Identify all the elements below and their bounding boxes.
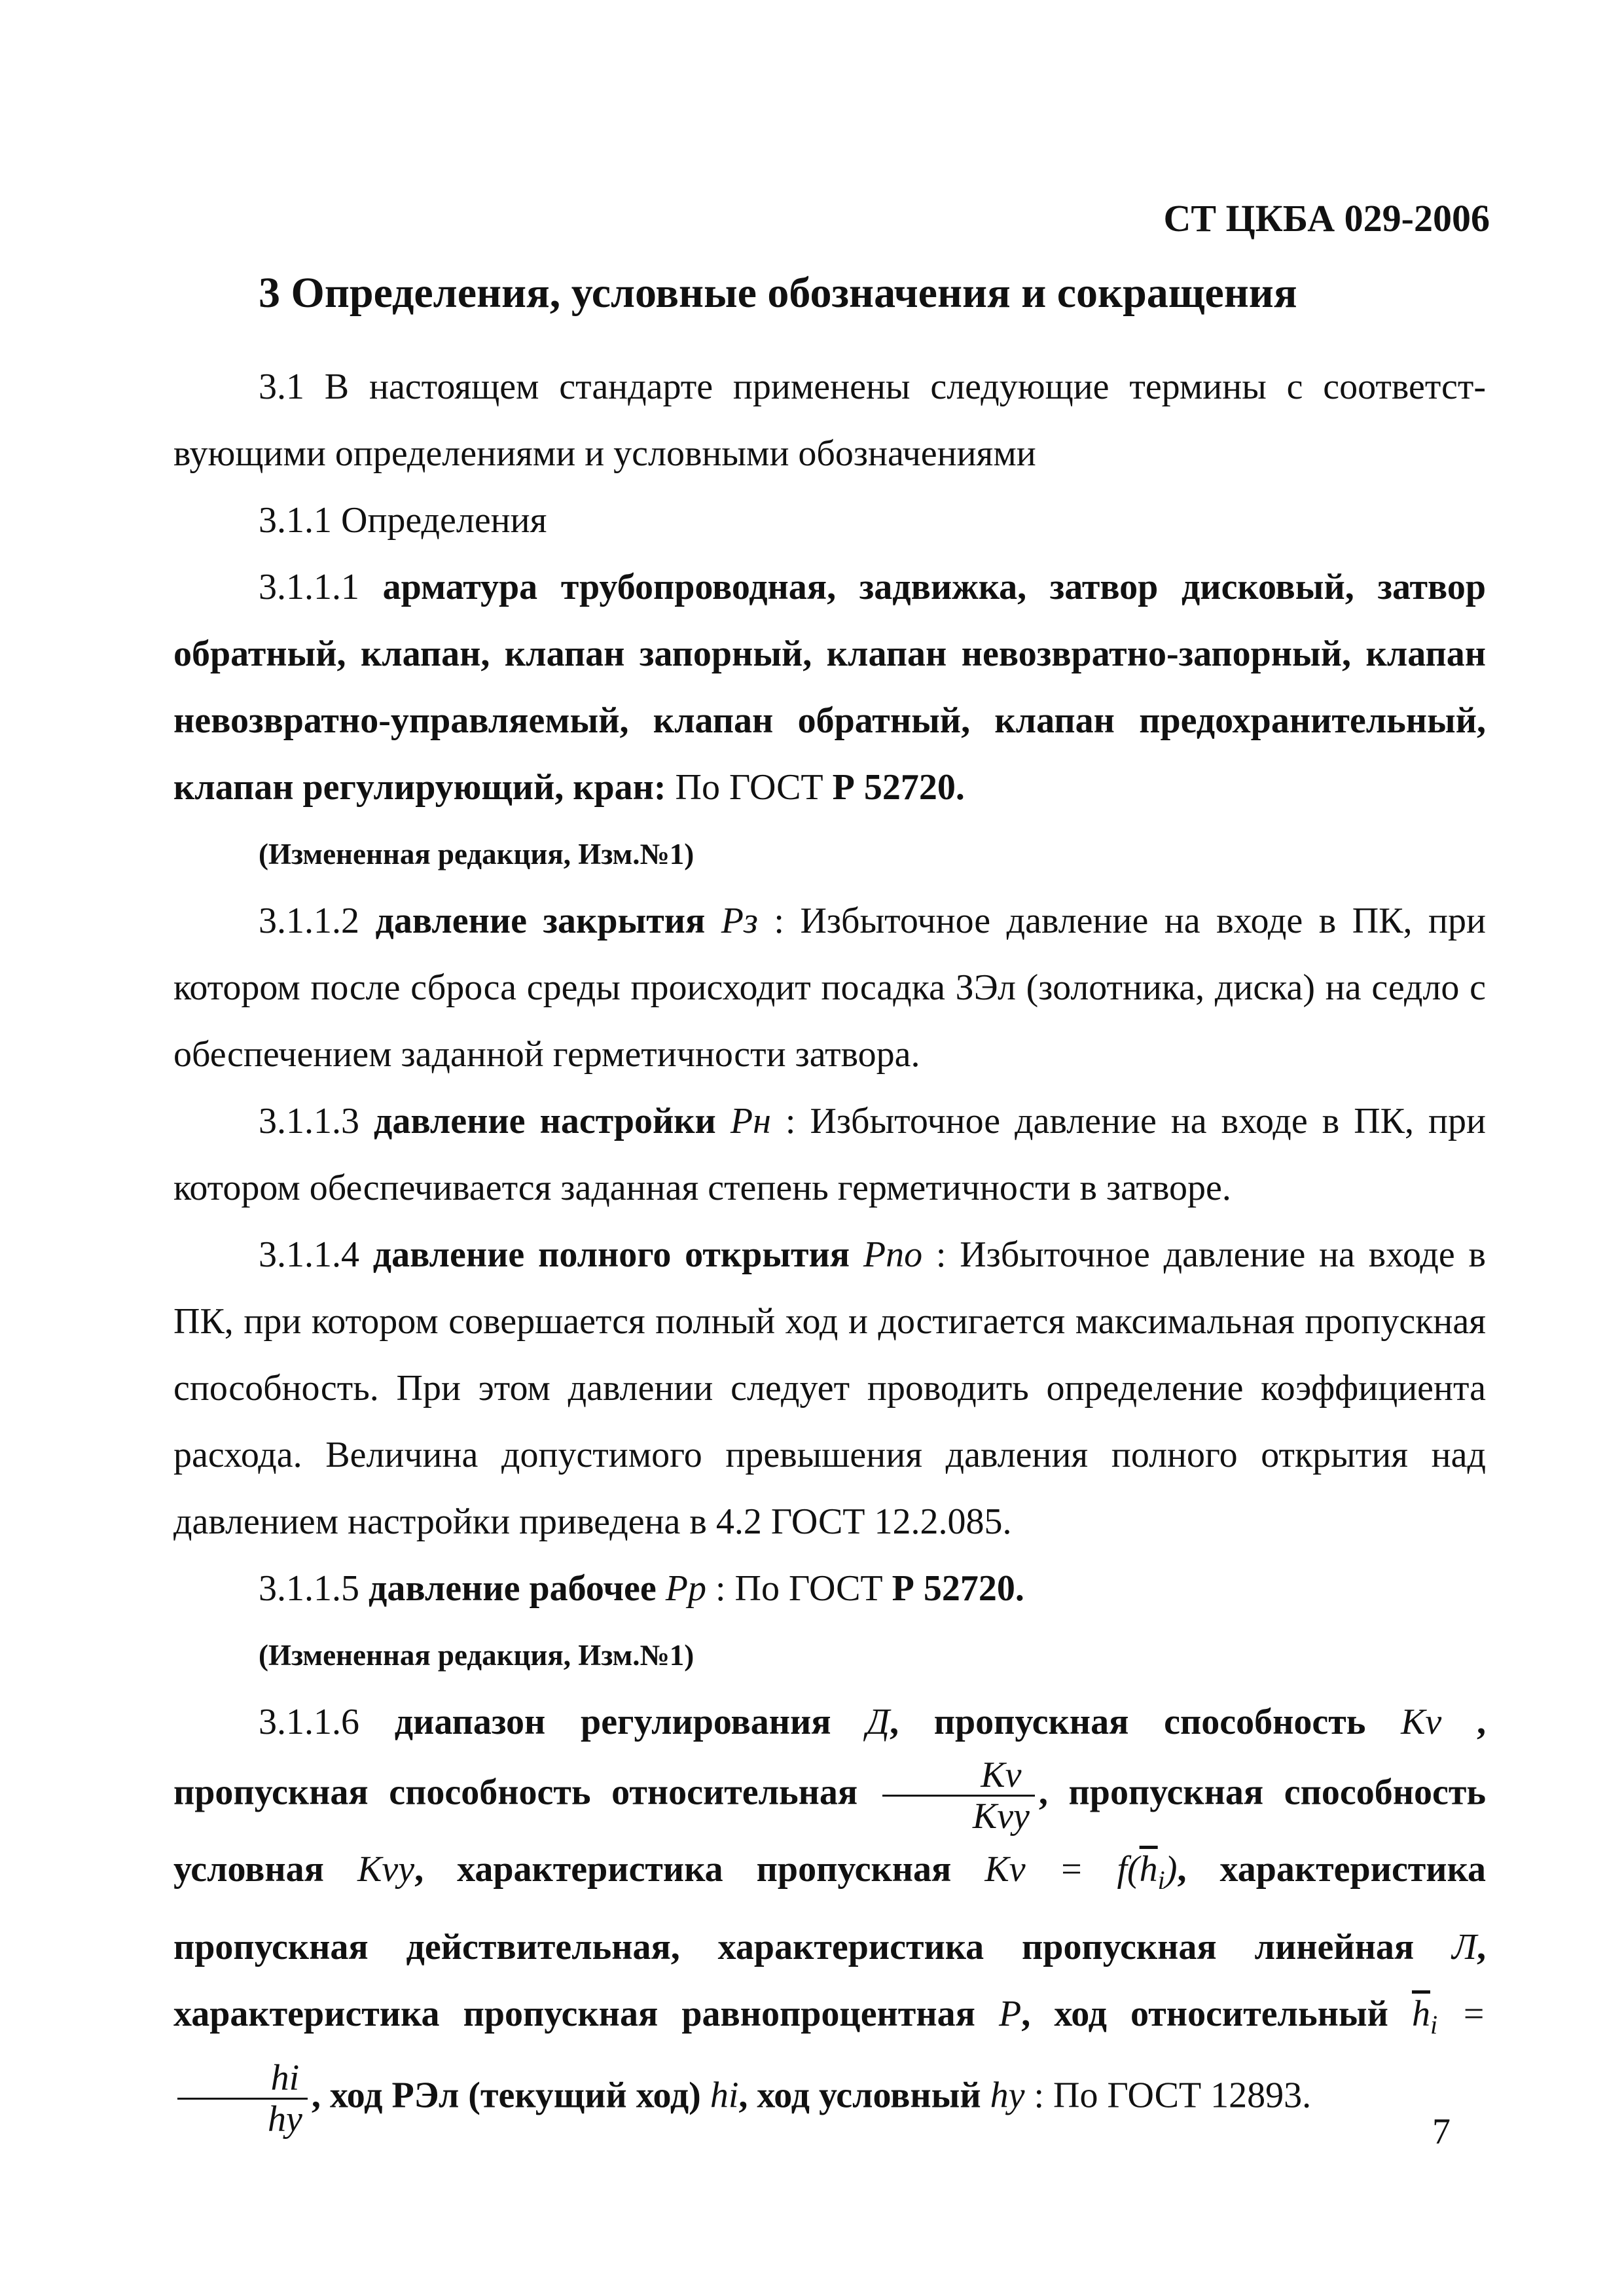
clause-number: 3.1.1.2	[259, 901, 376, 941]
definition: : Избыточное давление на входе в ПК, при котором совершается полный ход и достигается максимальная пропускная способность. При этом давлении следует проводить определение коэффициента расхода. Величина допустимого превышения давления полного открытия над давлением настройки приведена в 4.2 ГОСТ 12.2.085.	[173, 1234, 1486, 1542]
symbol: hi	[710, 2075, 739, 2116]
symbol: Рн	[715, 1101, 771, 1141]
symbol: Рз	[705, 901, 758, 941]
paragraph-3-1-1-1	[173, 554, 1486, 821]
term: , характеристика пропускная равнопроцентная	[173, 1927, 1486, 2035]
symbol-overline: $\overline{h}$	[1139, 1849, 1158, 1890]
fraction-numerator: hi	[177, 2058, 308, 2100]
symbol: Рпо	[850, 1234, 923, 1275]
clause-number: 3.1.1.3	[259, 1101, 374, 1141]
paragraph-3-1-1-6	[173, 1689, 1486, 2139]
term: давление полного открытия	[372, 1234, 850, 1275]
symbol: Kv	[1401, 1702, 1442, 1742]
fraction-relative-capacity	[882, 1755, 1035, 1836]
clause-number: 3.1.1.1	[259, 567, 383, 607]
term: давление закрытия	[375, 901, 706, 941]
symbol: Kv = f(	[984, 1849, 1140, 1890]
fraction-denominator: hy	[268, 2099, 302, 2140]
paragraph-3-1-1-3	[173, 1088, 1486, 1221]
reference-standard: Р 52720.	[832, 767, 965, 808]
document-code: СТ ЦКБА 029-2006	[1163, 197, 1490, 240]
clause-number: 3.1.1.4	[259, 1234, 373, 1275]
amendment-note: (Измененная редакция, Изм.№1)	[259, 1639, 695, 1672]
fraction-relative-stroke	[177, 2058, 308, 2139]
page-number: 7	[1432, 2111, 1451, 2152]
term: , ход относительный	[1021, 1994, 1412, 2035]
term: арматура трубопроводная, задвижка, затвор дисковый, затвор обратный, клапан, клапан запорный, клапан невозвратно-запорный, клапан невозвратно-управляемый, клапан обратный, клапан предохранительный, клапан регулирующий, кран:	[173, 567, 1487, 808]
term: давление настройки	[374, 1101, 716, 1141]
symbol-overline: $\overline{h}$	[1411, 1994, 1430, 2035]
section-title: 3 Определения, условные обозначения и сокращения	[259, 269, 1297, 317]
paragraph-3-1-1-4	[173, 1221, 1486, 1555]
definition: : Избыточное давление на входе в ПК, при котором после сброса среды происходит посадка ЗЭл (золотника, диска) на седло с обеспечением заданной герметичности затвора.	[173, 901, 1486, 1075]
paragraph-3-1-1: 3.1.1 Определения	[259, 500, 547, 541]
symbol: Л	[1452, 1927, 1477, 1968]
term: , характеристика пропускная	[414, 1849, 985, 1890]
fraction-denominator: Kvy	[972, 1796, 1030, 1837]
symbol: Рр	[656, 1568, 706, 1609]
reference-standard: Р 52720.	[892, 1568, 1024, 1609]
term: , ход условный	[738, 2075, 990, 2116]
fraction-numerator: Kv	[882, 1755, 1035, 1797]
definition: : Избыточное давление на входе в ПК, при котором обеспечивается заданная степень герметичности в затворе.	[173, 1101, 1486, 1208]
clause-number: 3.1.1.5	[259, 1568, 369, 1609]
term: , характеристика пропускная действительная, характеристика пропускная линейная	[173, 1849, 1486, 1968]
subscript: i	[1157, 1865, 1165, 1895]
term: , пропускная способность условная	[173, 1772, 1487, 1890]
symbol: )	[1164, 1849, 1178, 1890]
symbol: Kvy	[357, 1849, 415, 1890]
paragraph-3-1: 3.1 В настоящем стандарте применены следующие термины с соответст-вующими определениями и условными обозначениями	[173, 367, 1486, 474]
paragraph-3-1-1-5	[173, 1555, 1486, 1622]
amendment-note: (Измененная редакция, Изм.№1)	[259, 838, 695, 870]
term: , пропускная способность	[889, 1702, 1401, 1742]
symbol: Д	[866, 1702, 890, 1742]
reference-text: По ГОСТ	[666, 767, 833, 808]
clause-number: 3.1.1.6	[259, 1702, 395, 1742]
symbol: =	[1437, 1994, 1486, 2035]
symbol: hy	[990, 2075, 1025, 2116]
term: , пропускная способность относительная	[173, 1702, 1487, 1813]
document-body	[173, 353, 1486, 2139]
term: диапазон регулирования	[394, 1702, 867, 1742]
definition: : По ГОСТ 12893.	[1024, 2075, 1312, 2116]
definition: : По ГОСТ	[706, 1568, 892, 1609]
symbol: Р	[999, 1994, 1022, 2035]
paragraph-3-1-1-2	[173, 888, 1486, 1088]
term: давление рабочее	[369, 1568, 657, 1609]
term: , ход РЭл (текущий ход)	[311, 2075, 710, 2116]
subscript: i	[1430, 2010, 1438, 2040]
